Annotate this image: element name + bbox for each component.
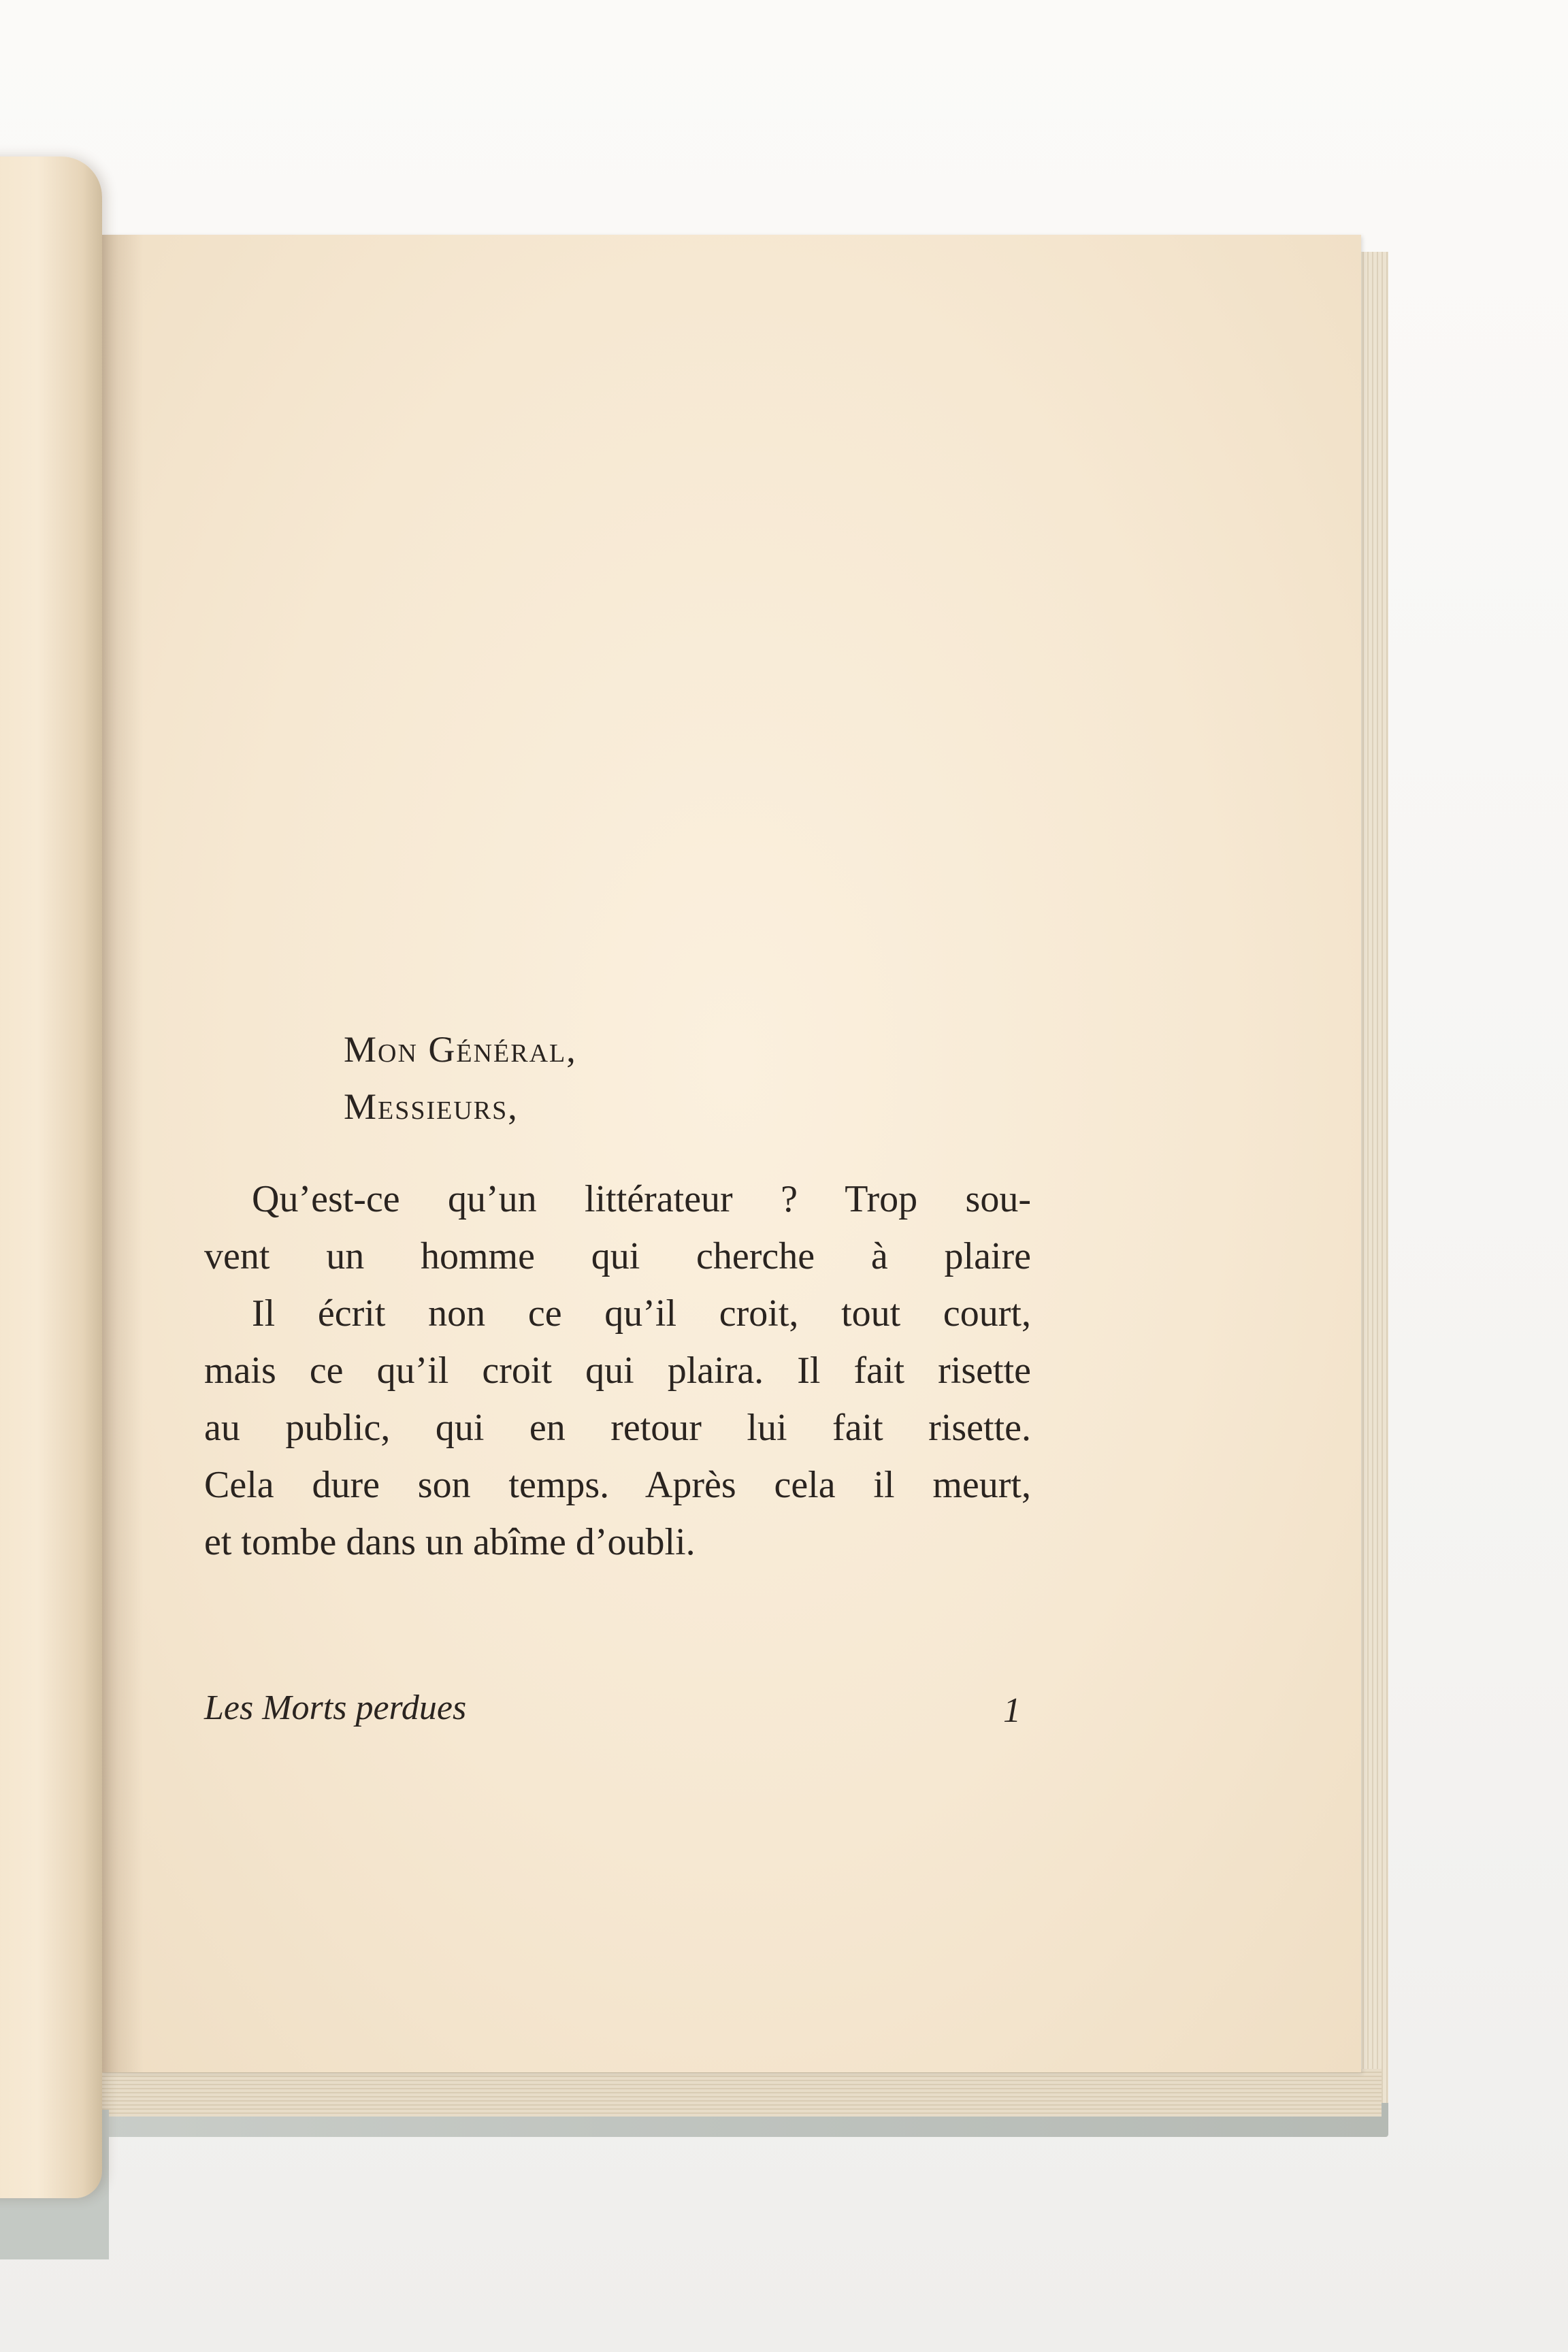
salutation-messieurs: Messieurs, [344, 1086, 519, 1127]
paragraph-line: Cela dure son temps. Après cela il meurt, [204, 1464, 1031, 1506]
paragraph-line: et tombe dans un abîme d’oubli. [204, 1521, 696, 1563]
paragraph [204, 1171, 1031, 1571]
signature-title: Les Morts perdues [204, 1688, 467, 1727]
paragraph-line: mais ce qu’il croit qui plaira. Il fait risette [204, 1350, 1031, 1392]
sheet-number: 1 [1003, 1691, 1021, 1730]
page-text [204, 1021, 1031, 1571]
paragraph-line: vent un homme qui cherche à plaire [204, 1235, 1031, 1277]
paragraph-line: au public, qui en retour lui fait risette. [204, 1407, 1031, 1449]
paragraph-line: Qu’est-ce qu’un littérateur ? Trop sou- [252, 1178, 1031, 1220]
salutation-general: Mon Général, [344, 1029, 577, 1070]
left-page-curl [0, 157, 102, 2198]
paragraph-line: Il écrit non ce qu’il croit, tout court, [252, 1292, 1031, 1335]
spine-shadow [102, 235, 143, 2072]
page-edges-bottom [102, 2069, 1382, 2117]
